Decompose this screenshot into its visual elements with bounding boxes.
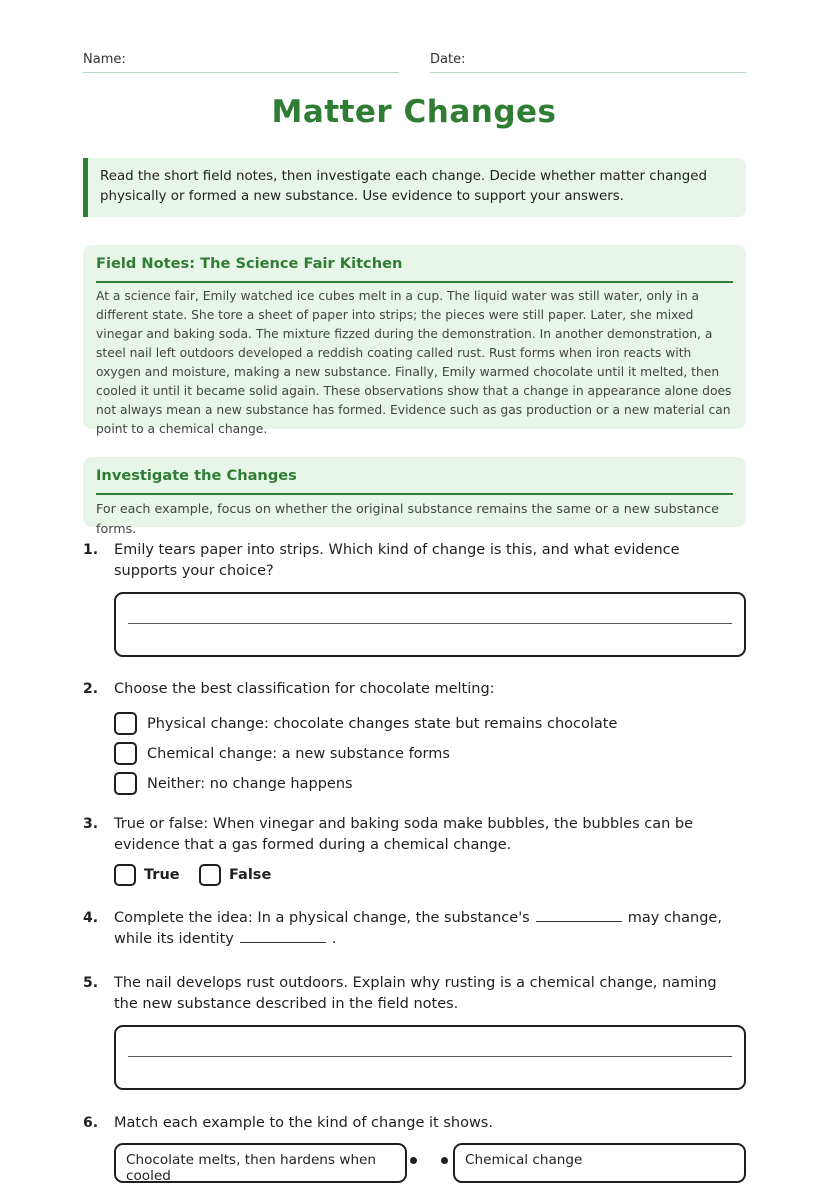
question-1-text: Emily tears paper into strips. Which kind of change is this, and what evidence supports your choice?	[114, 542, 680, 579]
question-4-text-a: Complete the idea: In a physical change, the substance's	[114, 910, 530, 926]
match-left-dot[interactable]	[410, 1157, 417, 1164]
investigate-panel	[83, 457, 746, 536]
question-4-number: 4.	[83, 910, 99, 926]
question-3-text: True or false: When vinegar and baking soda make bubbles, the bubbles can be evidence that a gas formed during a chemical change.	[114, 816, 694, 853]
true-label: True	[144, 867, 180, 883]
question-4-text-b: may change, while its identity	[114, 910, 722, 947]
question-3-number: 3.	[83, 816, 99, 832]
checkbox[interactable]	[199, 864, 221, 886]
match-right-item[interactable]: Chemical change	[453, 1143, 746, 1183]
checkbox[interactable]	[114, 772, 137, 795]
option-label: Physical change: chocolate changes state but remains chocolate	[147, 715, 618, 732]
question-3-true-option[interactable]	[114, 864, 180, 886]
question-4-text-c: .	[331, 931, 337, 947]
false-label: False	[229, 867, 272, 883]
question-1-number: 1.	[83, 542, 99, 558]
intro-callout: Read the short field notes, then investigate each change. Decide whether matter changed physically or formed a new substance. Use evidence to support your answers.	[83, 158, 746, 217]
checkbox[interactable]	[114, 742, 137, 765]
question-1-answer-box[interactable]	[114, 592, 746, 657]
match-left-item[interactable]: Chocolate melts, then hardens when cooled	[114, 1143, 407, 1183]
page-title: Matter Changes	[271, 94, 557, 130]
investigate-title: Investigate the Changes	[96, 457, 733, 495]
question-2-option-3[interactable]	[114, 772, 353, 795]
question-4-text	[114, 908, 744, 950]
question-5-text: The nail develops rust outdoors. Explain why rusting is a chemical change, naming the new substance described in the field notes.	[114, 975, 717, 1012]
question-5-answer-box[interactable]	[114, 1025, 746, 1090]
match-right-dot[interactable]	[441, 1157, 448, 1164]
question-2-number: 2.	[83, 681, 99, 697]
question-2-text: Choose the best classification for chocolate melting:	[114, 681, 495, 697]
date-field[interactable]	[430, 52, 746, 73]
question-2-option-1[interactable]	[114, 712, 617, 735]
question-2-option-2[interactable]	[114, 742, 450, 765]
answer-line	[128, 1056, 732, 1057]
question-5-number: 5.	[83, 975, 99, 991]
name-field[interactable]	[83, 52, 399, 73]
checkbox[interactable]	[114, 864, 136, 886]
question-3-false-option[interactable]	[199, 864, 271, 886]
question-6-text: Match each example to the kind of change it shows.	[114, 1115, 493, 1131]
option-label: Chemical change: a new substance forms	[147, 745, 450, 762]
answer-line	[128, 623, 732, 624]
fill-blank-1[interactable]	[536, 908, 622, 922]
investigate-text: For each example, focus on whether the original substance remains the same or a new substance forms.	[96, 501, 719, 536]
name-label: Name:	[83, 52, 126, 67]
field-notes-text: At a science fair, Emily watched ice cubes melt in a cup. The liquid water was still water, only in a different state. She tore a sheet of paper into strips; the pieces were still paper. Later, she mixed vinegar and baking soda. The mixture fizzed during the demonstration. In another demonstration, a steel nail left outdoors developed a reddish coating called rust. Rust forms when iron reacts with oxygen and moisture, making a new substance. Finally, Emily warmed chocolate until it melted, then cooled it until it became solid again. These observations show that a change in appearance alone does not always mean a new substance has formed. Evidence such as gas production or a new material can point to a chemical change.	[96, 289, 732, 436]
fill-blank-2[interactable]	[240, 929, 326, 943]
question-6-number: 6.	[83, 1115, 99, 1131]
option-label: Neither: no change happens	[147, 775, 353, 792]
field-notes-panel	[83, 245, 746, 436]
field-notes-title: Field Notes: The Science Fair Kitchen	[96, 245, 733, 283]
checkbox[interactable]	[114, 712, 137, 735]
date-label: Date:	[430, 52, 466, 67]
